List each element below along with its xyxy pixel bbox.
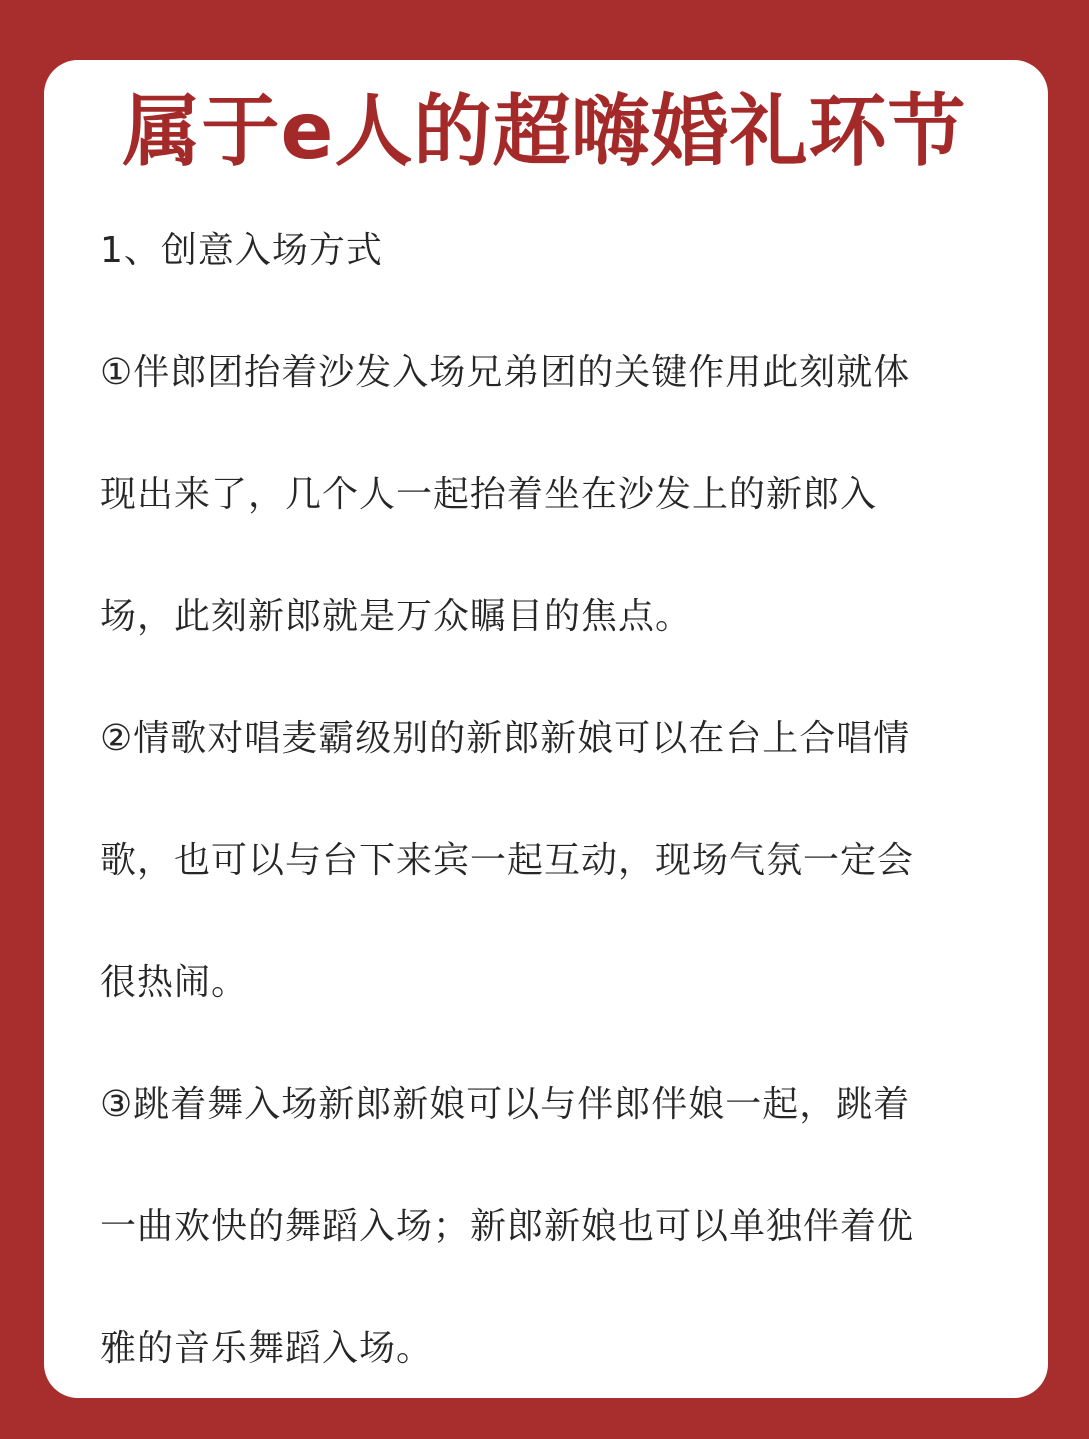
text-line: 雅的音乐舞蹈入场。 bbox=[100, 1328, 434, 1369]
text-line: ①伴郎团抬着沙发入场兄弟团的关键作用此刻就体 bbox=[100, 352, 911, 393]
article-body bbox=[100, 212, 1000, 1368]
text-line: 场，此刻新郎就是万众瞩目的焦点。 bbox=[100, 596, 693, 637]
section-heading: 1、创意入场方式 bbox=[100, 230, 383, 271]
text-line: 一曲欢快的舞蹈入场；新郎新娘也可以单独伴着优 bbox=[100, 1206, 915, 1247]
text-line: ②情歌对唱麦霸级别的新郎新娘可以在台上合唱情 bbox=[100, 718, 911, 759]
text-line: 现出来了，几个人一起抬着坐在沙发上的新郎入 bbox=[100, 474, 878, 515]
text-line: 很热闹。 bbox=[100, 962, 249, 1003]
text-line: 歌，也可以与台下来宾一起互动，现场气氛一定会 bbox=[100, 840, 915, 881]
page-title: 属于e人的超嗨婚礼环节 bbox=[122, 87, 967, 177]
text-line: ③跳着舞入场新郎新娘可以与伴郎伴娘一起，跳着 bbox=[100, 1084, 911, 1125]
